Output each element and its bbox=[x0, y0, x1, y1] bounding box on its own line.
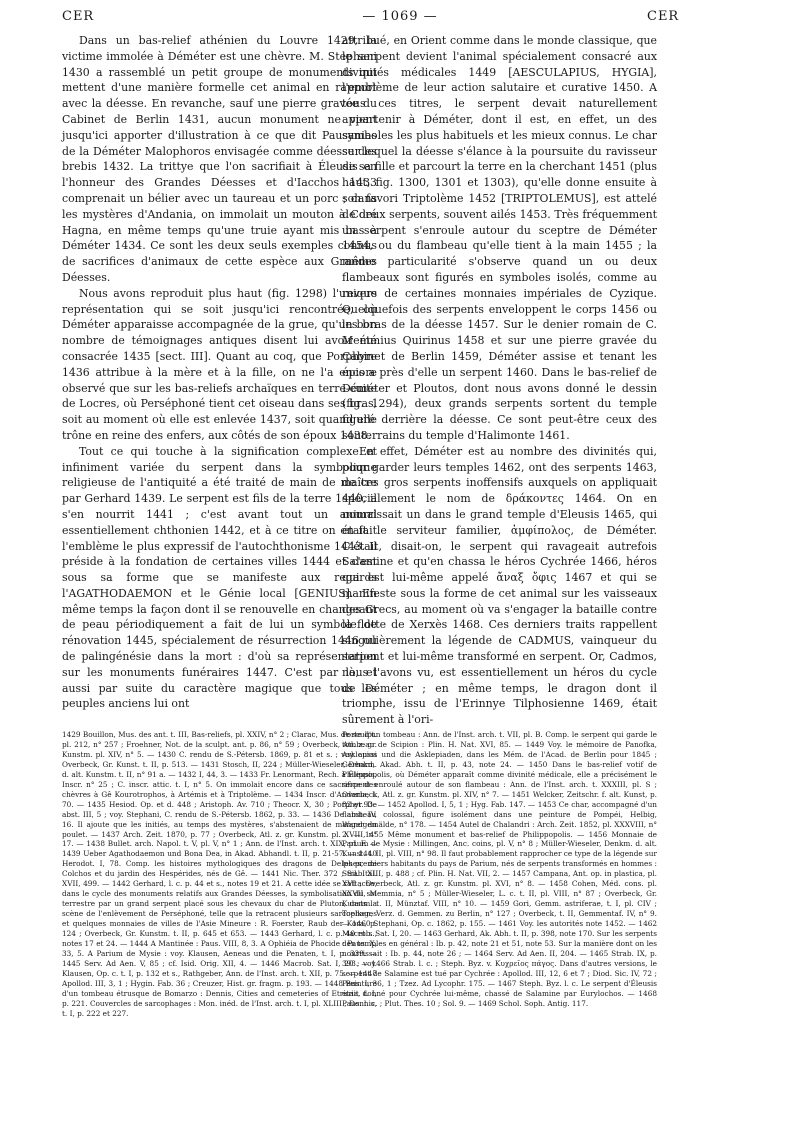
paragraph: En effet, Déméter est au nombre des divinités qui, pour garder leurs temples 1462, ont des serpents 1463, de ces gros serpents inoffensifs auxquels on appliquait spécialement le nom de δράκοντες 1464. On en nourrissait un dans le grand temple d'Eleusis 1465, qui était le serviteur familier, ἀμφίπολος, de Déméter. C'était, disait-on, le serpent qui ravageait autrefois Salamine et qu'en chassa le héros Cychrée 1466, héros qui est lui-même appelé ἄναξ ὄφις 1467 et qui se manifeste sous la forme de cet animal sur les vaisseaux des Grecs, au moment où va s'engager la bataille contre la flotte de Xerxès 1468. Ces derniers traits rappellent singulièrement la légende de CADMUS, vainqueur du serpent et lui-même transformé en serpent. Or, Cadmos, nous l'avons vu, est essentiellement un héros du cycle de Déméter ; en même temps, le dragon dont il triomphe, issu de l'Erinnye Tilphosienne 1469, était sûrement à l'ori- bbox=[342, 444, 657, 727]
paragraph: Tout ce qui touche à la signification complexe et infiniment variée du serpent dans la symbolique religieuse de l'antiquité a été traité de main de maître par Gerhard 1439. Le serpent est fils de la terre 1440, il s'en nourrit 1441 ; c'est avant tout un animal essentiellement chthonien 1442, et à ce titre on en fait l'emblème le plus expressif de l'autochthonisme 1443. Il préside à la fondation de certaines villes 1444 et c'est sous sa forme que se manifeste aux regards l'AGATHODAEMON et le Génie local [GENIUS]. En même temps la façon dont il se renouvelle en changeant de peau périodiquement a fait de lui un symbole de rénovation 1445, spécialement de résurrection 1446 ou de palingénésie dans la mort : d'où sa représentation sur les monuments funéraires 1447. C'est par là, et aussi par suite du caractère magique que tous les peuples anciens lui ont bbox=[62, 444, 377, 711]
running-head-right: CER bbox=[647, 9, 680, 24]
footnotes-left bbox=[62, 730, 377, 1019]
footnotes-right bbox=[342, 730, 657, 1009]
right-column bbox=[342, 33, 657, 728]
footnote-block: 1429 Bouillon, Mus. des ant. t. III, Bas-reliefs, pl. XXIV, n° 2 ; Clarac, Mus. de sculpt. pl. 212, n° 257 ; Froehner, Not. de la sculpt. ant. p. 86, n° 59 ; Overbeck, Atl. z. gr. Kunstm. pl. XIV, n° 5. — 1430 C. rendu de S.-Pétersb. 1869, p. 81 et s. ; voy. aussi Overbeck, Gr. Kunst. t. II, p. 513. — 1431 Stosch, II, 224 ; Müller-Wieseler, Denkm. d. alt. Kunstm. t. II, n° 91 a. — 1432 I, 44, 3. — 1433 Fr. Lenormant, Rech. à Éleusis, Inscr. n° 25 ; C. inscr. attic. t. I, n° 5. On immolait encore dans ce sacrifice des chèvres à Gê Kourotrophos, à Artémis et à Triptolème. — 1434 Inscr. d'Andania, l. 70. — 1435 Hesiod. Op. et d. 448 ; Aristoph. Av. 710 ; Theocr. X, 30 ; Porphyr. De abst. III, 5 ; voy. Stephani, C. rendu de S.-Pétersb. 1862, p. 33. — 1436 De abst. IV, 16. Il ajoute que les initiés, au temps des mystères, s'abstenaient de manger du poulet. — 1437 Arch. Zeit. 1870, p. 77 ; Overbeck, Atl. z. gr. Kunstm. pl. XVIII, n° 17. — 1438 Bullet. arch. Napol. t. V, pl. V, n° 1 ; Ann. de l'Inst. arch. t. XIX, pl. F. — 1439 Ueber Agathodaemon und Bona Dea, in Akad. Abhandl. t. II, p. 21-57. — 1440 Herodot. I, 78. Comp. les histoires mythologiques des dragons de Delphes, de Colchos et du jardin des Hespérides, nés de Gê. — 1441 Nic. Ther. 372 ; Sil. Ital. XVII, 499. — 1442 Gerhard, l. c. p. 44 et s., notes 19 et 21. A cette idée se rattache, dans le cycle des monuments relatifs aux Grandes Déesses, la symbolisation du sol terrestre par un grand serpent placé sous les chevaux du char de Pluton, dans la scène de l'enlèvement de Perséphoné, telle que la retracent plusieurs sarcophages et quelques monnaies de villes de l'Asie Mineure : R. Foerster, Raub der Kora, p. 124 ; Overbeck, Gr. Kunstm. t. II, p. 645 et 653. — 1443 Gerhard, l. c. p. 40 et s., notes 17 et 24. — 1444 A Mantinée : Paus. VIII, 8, 3. A Ophiéia de Phocide : Paus. X, 33, 5. A Parium de Mysie : voy. Klausen, Aeneas und die Penaten, t. I, p. 339. — 1445 Serv. Ad Aen. V, 85 ; cf. Isid. Orig. XII, 4. — 1446 Macrob. Sat. I, 20 ; voy. Klausen, Op. c. t. I, p. 132 et s., Rathgeber, Ann. de l'Inst. arch. t. XII, p. 75. — 1447 Apollod. III, 3, 1 ; Hygin. Fab. 36 ; Creuzer, Hist. gr. fragm. p. 193. — 1448 Peinture d'un tombeau étrusque de Bomarzo : Dennis, Cities and cemeteries of Etruria, t. I, p. 221. Couvercles de sarcophages : Mon. inéd. de l'Inst. arch. t. I, pl. XLIII ; Dennis, t. I, p. 222 et 227. bbox=[62, 730, 377, 1018]
paragraph: attribué, en Orient comme dans le monde classique, que le serpent devient l'animal spécialement consacré aux divinités médicales 1449 [AESCULAPIUS, HYGIA], l'emblème de leur action salutaire et curative 1450. A tous ces titres, le serpent devait naturellement appartenir à Déméter, dont il est, en effet, un des symboles les plus habituels et les mieux connus. Le char sur lequel la déesse s'élance à la poursuite du ravisseur de sa fille et parcourt la terre en la cherchant 1451 (plus haut, fig. 1300, 1301 et 1303), qu'elle donne ensuite à son favori Triptolème 1452 [TRIPTOLEMUS], est attelé de deux serpents, souvent ailés 1453. Très fréquemment un serpent s'enroule autour du sceptre de Déméter 1454, ou du flambeau qu'elle tient à la main 1455 ; la même particularité s'observe quand un ou deux flambeaux sont figurés en symboles isolés, comme au revers de certaines monnaies impériales de Cyzique. Quelquefois des serpents enveloppent le corps 1456 ou les bras de la déesse 1457. Sur le denier romain de C. Memmius Quirinus 1458 et sur une pierre gravée du Cabinet de Berlin 1459, Déméter assise et tenant les épis a près d'elle un serpent 1460. Dans le bas-relief de Déméter et Ploutos, dont nous avons donné le dessin (fig. 1294), deux grands serpents sortent du temple figuré derrière la déesse. Ce sont peut-être ceux des souterrains du temple d'Halimonte 1461. bbox=[342, 34, 657, 442]
footnote-block: Porte d'un tombeau : Ann. de l'Inst. arch. t. VII, pl. B. Comp. le serpent qui garde le tombeau de Scipion : Plin. H. Nat. XVI, 85. — 1449 Voy. le mémoire de Panofka, Asklepios und die Asklepiaden, dans les Mém. de l'Acad. de Berlin pour 1845 ; Gerhard, Akad. Abh. t. II, p. 43, note 24. — 1450 Dans le bas-relief votif de Philippopolis, où Déméter apparaît comme divinité médicale, elle a précisément le serpent enroulé autour de son flambeau : Ann. de l'Inst. arch. t. XXXIII, pl. S ; Overbeck, Atl. z. gr. Kunstm. pl. XIV, n° 7. — 1451 Welcker, Zeitschr. f. alt. Kunst, p. 82 et 93. — 1452 Apollod. I, 5, 1 ; Hyg. Fab. 147. — 1453 Ce char, accompagné d'un flambeau colossal, figure isolément dans une peinture de Pompéi, Helbig, Wandgemälde, n° 178. — 1454 Autel de Chalandri : Arch. Zeit. 1852, pl. XXXVIII, n° 2. — 1455 Même monument et bas-relief de Philippopolis. — 1456 Monnaie de Parium de Mysie : Millingen, Anc. coins, pl. V, n° 8 ; Müller-Wieseler, Denkm. d. alt. Kunst. t. II, pl. VIII, n° 98. Il faut probablement rapprocher ce type de la légende sur les premiers habitants du pays de Parium, nés de serpents transformés en hommes : Strab. XIII, p. 488 ; cf. Plin. H. Nat. VII, 2. — 1457 Campana, Ant. op. in plastica, pl. XVI ; Overbeck, Atl. z. gr. Kunstm. pl. XVI, n° 8. — 1458 Cohen, Méd. cons. pl. XXVII, Memmia, n° 5 ; Müller-Wieseler, L. c. t. II, pl. VIII, n° 87 ; Overbeck, Gr. Kunstm. t. II, Münztaf. VIII, n° 10. — 1459 Gori, Gemm. astriferae, t. I, pl. CIV ; Toelken, Verz. d. Gemmen. zu Berlin, n° 127 ; Overbeck, t. II, Gemmentaf. IV, n° 9. — 1460 Stephani, Op. c. 1862, p. 155. — 1461 Voy. les autorités note 1452. — 1462 Macrob. Sat. I, 20. — 1463 Gerhard, Ak. Abh. t. II, p. 398, note 170. Sur les serpents des temples en général : Ib. p. 42, note 21 et 51, note 53. Sur la manière dont on les nourrissait : Ib. p. 44, note 26 ; — 1464 Serv. Ad Aen. II, 204. — 1465 Strab. IX, p. 393. — 1466 Strab. l. c. ; Steph. Byz. v. Κυχρεῖος πάγος. Dans d'autres versions, le serpent de Salamine est tué par Cychrée : Apollod. III, 12, 6 et 7 ; Diod. Sic. IV, 72 ; Paus. I, 36, 1 ; Tzez. Ad Lycophr. 175. — 1467 Steph. Byz. l. c. Le serpent d'Éleusis était donné pour Cychrée lui-même, chassé de Salamine par Eurylochos. — 1468 Paus. l. c. ; Plut. Thes. 10 ; Sol. 9. — 1469 Schol. Soph. Antig. 117. bbox=[342, 730, 657, 1008]
page-number: — 1069 — bbox=[362, 9, 438, 24]
paragraph: Dans un bas-relief athénien du Louvre 1429, la victime immolée à Déméter est une chèvre. M. Stephani 1430 a rassemblé un petit groupe de monuments qui mettent d'une manière formelle cet animal en rapport avec la déesse. En revanche, sauf une pierre gravée du Cabinet de Berlin 1431, aucun monument ne vient jusqu'ici apporter d'illustration à ce que dit Pausanias de la Déméter Malophoros envisagée comme déesse des brebis 1432. La trittye que l'on sacrifiait à Éleusis en l'honneur des Grandes Déesses et d'Iacchos 1433 comprenait un bélier avec un taureau et un porc ; dans les mystères d'Andania, on immolait un mouton à Coré Hagna, en même temps qu'une truie ayant mis bas à Déméter 1434. Ce sont les deux seuls exemples connus de sacrifices d'animaux de cette espèce aux Grandes Déesses. bbox=[62, 34, 377, 284]
running-head-left: CER bbox=[62, 9, 95, 24]
paragraph: Nous avons reproduit plus haut (fig. 1298) l'unique représentation qui se soit jusqu'ici rencontrée, où Déméter apparaisse accompagnée de la grue, qu'un bon nombre de témoignages antiques disent lui avoir été consacrée 1435 [sect. III]. Quant au coq, que Porphyre 1436 attribue à la mère et à la fille, on ne l'a encore observé que sur les bas-reliefs archaïques en terre-cuite de Locres, où Perséphoné tient cet oiseau dans ses bras, soit au moment où elle est enlevée 1437, soit quand elle trône en reine des enfers, aux côtés de son époux 1438. bbox=[62, 286, 377, 442]
left-column bbox=[62, 33, 377, 712]
